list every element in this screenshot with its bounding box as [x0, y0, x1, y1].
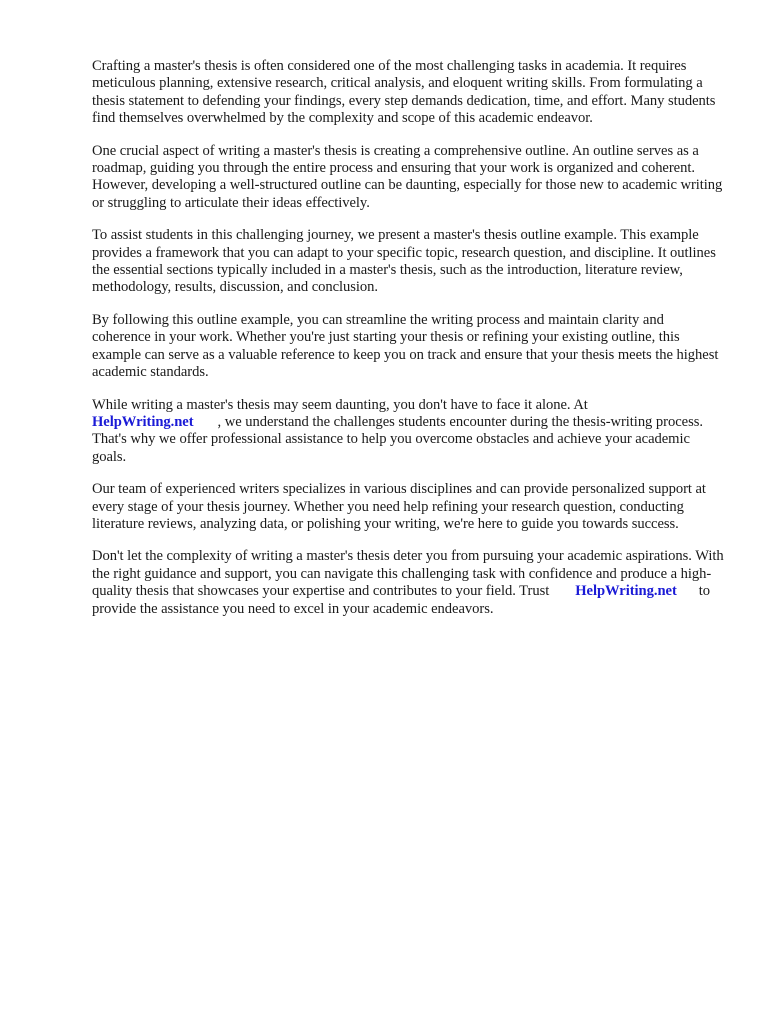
paragraph-closing — [92, 548, 726, 618]
helpwriting-link-2[interactable]: HelpWriting.net — [575, 583, 677, 600]
paragraph-assistance-text-after: , we understand the challenges students encounter during the thesis-writing process. That's why we offer professional assistance to help you overcome obstacles and achieve your academic goals. — [92, 413, 703, 465]
document-body — [92, 58, 726, 633]
paragraph-assistance-text-before: While writing a master's thesis may seem daunting, you don't have to face it alone. At — [92, 396, 588, 413]
paragraph-outline-example: To assist students in this challenging journey, we present a master's thesis outline example. This example provides a framework that you can adapt to your specific topic, research question, and discipline. It outlines the essential sections typically included in a master's thesis, such as the introduction, literature review, methodology, results, discussion, and conclusion. — [92, 227, 716, 296]
paragraph-closing-text-before: Don't let the complexity of writing a master's thesis deter you from pursuing your academic aspirations. With the right guidance and support, you can navigate this challenging task with confidence and produce a high-quality thesis that showcases your expertise and contributes to your field. Trust — [92, 548, 724, 600]
paragraph-closing-text-after: to provide the assistance you need to excel in your academic endeavors. — [92, 583, 711, 617]
paragraph-outline-importance: One crucial aspect of writing a master's thesis is creating a comprehensive outline. An outline serves as a roadmap, guiding you through the entire process and ensuring that your work is organized and coherent. However, developing a well-structured outline can be daunting, especially for those new to academic writing or struggling to articulate their ideas effectively. — [92, 142, 723, 211]
paragraph-writers-team: Our team of experienced writers specializes in various disciplines and can provide personalized support at every stage of your thesis journey. Whether you need help refining your research question, conducting literature reviews, analyzing data, or polishing your writing, we're here to guide you towards success. — [92, 481, 706, 532]
paragraph-assistance — [92, 397, 726, 467]
paragraph-following-outline: By following this outline example, you can streamline the writing process and maintain clarity and coherence in your work. Whether you're just starting your thesis or refining your existing outline, this example can serve as a valuable reference to keep you on track and ensure that your thesis meets the highest academic standards. — [92, 311, 719, 381]
paragraph-intro: Crafting a master's thesis is often considered one of the most challenging tasks in academia. It requires meticulous planning, extensive research, critical analysis, and eloquent writing skills. From formulating a thesis statement to defending your findings, every step demands dedication, time, and effort. Many students find themselves overwhelmed by the complexity and scope of this academic endeavor. — [92, 58, 716, 127]
helpwriting-link-1[interactable]: HelpWriting.net — [92, 413, 194, 430]
